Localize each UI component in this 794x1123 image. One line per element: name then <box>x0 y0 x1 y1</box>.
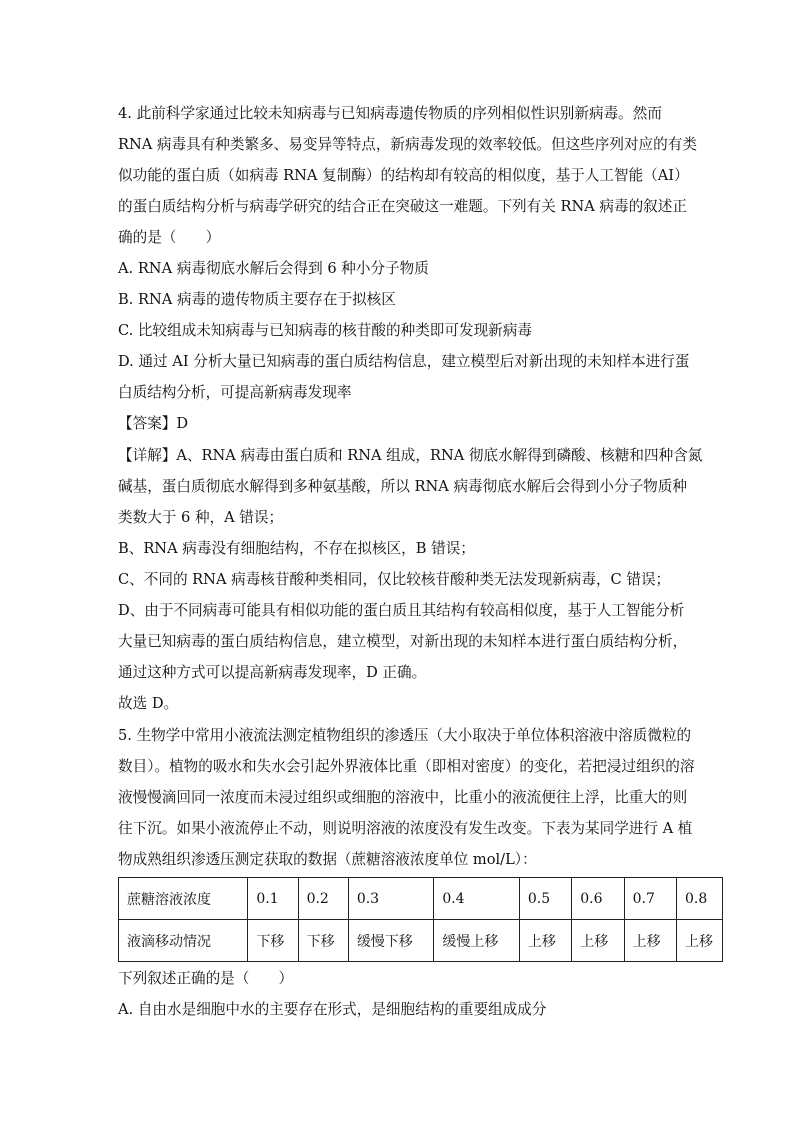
q4-stem-line: 确的是（ ） <box>118 229 221 246</box>
table-cell: 0.3 <box>348 878 434 920</box>
table-cell: 缓慢上移 <box>434 920 520 962</box>
q4-conclusion: 故选 D。 <box>118 695 179 712</box>
q4-explanation-line: 碱基，蛋白质彻底水解得到多种氨基酸，所以 RNA 病毒彻底水解后会得到小分子物质种 <box>118 478 687 495</box>
osmotic-data-table <box>118 877 723 962</box>
table-cell: 上移 <box>676 920 722 962</box>
q5-stem-line: 数目）。植物的吸水和失水会引起外界液体比重（即相对密度）的变化，若把浸过组织的溶 <box>118 758 695 775</box>
q5-stem-line: 往下沉。如果小液流停止不动，则说明溶液的浓度没有发生改变。下表为某同学进行 A 植 <box>118 820 693 837</box>
q5-stem-line: 液慢慢滴回同一浓度而未浸过组织或细胞的溶液中，比重小的液流便往上浮，比重大的则 <box>118 789 688 806</box>
q5-option-a: A. 自由水是细胞中水的主要存在形式，是细胞结构的重要组成成分 <box>118 1001 547 1018</box>
table-row <box>119 878 723 920</box>
table-row <box>119 920 723 962</box>
table-cell: 0.1 <box>248 878 298 920</box>
table-cell: 0.7 <box>624 878 676 920</box>
table-cell: 0.2 <box>298 878 348 920</box>
q5-stem-line: 物成熟组织渗透压测定获取的数据（蔗糖溶液浓度单位 mol/L）： <box>118 851 537 868</box>
table-cell: 0.5 <box>519 878 571 920</box>
q4-option-b: B. RNA 病毒的遗传物质主要存在于拟核区 <box>118 291 396 308</box>
q5-stem-line: 5. 生物学中常用小液流法测定植物组织的渗透压（大小取决于单位体积溶液中溶质微粒的 <box>118 727 692 744</box>
table-cell: 0.6 <box>572 878 624 920</box>
q4-explanation-line: 大量已知病毒的蛋白质结构信息，建立模型，对新出现的未知样本进行蛋白质结构分析， <box>118 633 688 650</box>
q4-explanation-line: C、不同的 RNA 病毒核苷酸种类相同，仅比较核苷酸种类无法发现新病毒，C 错误； <box>118 571 671 588</box>
q4-option-c: C. 比较组成未知病毒与已知病毒的核苷酸的种类即可发现新病毒 <box>118 322 532 339</box>
table-cell: 0.8 <box>676 878 722 920</box>
q5-prompt: 下列叙述正确的是（ ） <box>118 970 294 987</box>
q4-explanation-line: D、由于不同病毒可能具有相似功能的蛋白质且其结构有较高相似度，基于人工智能分析 <box>118 602 685 619</box>
table-cell: 上移 <box>572 920 624 962</box>
q4-stem-line: 4. 此前科学家通过比较未知病毒与已知病毒遗传物质的序列相似性识别新病毒。然而 <box>118 105 662 122</box>
table-cell: 上移 <box>624 920 676 962</box>
q4-explanation-line: 【详解】A、RNA 病毒由蛋白质和 RNA 组成，RNA 彻底水解得到磷酸、核糖和四种含氮 <box>118 447 703 464</box>
table-header-movement: 液滴移动情况 <box>119 920 248 962</box>
table-cell: 上移 <box>519 920 571 962</box>
table-header-concentration: 蔗糖溶液浓度 <box>119 878 248 920</box>
table-cell: 0.4 <box>434 878 520 920</box>
q4-option-a: A. RNA 病毒彻底水解后会得到 6 种小分子物质 <box>118 260 429 277</box>
q4-option-d-cont: 白质结构分析，可提高新病毒发现率 <box>118 384 352 401</box>
q4-stem-line: 的蛋白质结构分析与病毒学研究的结合正在突破这一难题。下列有关 RNA 病毒的叙述正 <box>118 198 687 215</box>
q4-explanation-line: 类数大于 6 种，A 错误； <box>118 509 284 526</box>
q4-answer: 【答案】D <box>118 415 189 432</box>
q4-option-d: D. 通过 AI 分析大量已知病毒的蛋白质结构信息，建立模型后对新出现的未知样本进行蛋 <box>118 353 690 370</box>
q4-stem-line: RNA 病毒具有种类繁多、易变异等特点，新病毒发现的效率较低。但这些序列对应的有类 <box>118 136 697 153</box>
table-cell: 下移 <box>298 920 348 962</box>
q4-stem-line: 似功能的蛋白质（如病毒 RNA 复制酶）的结构却有较高的相似度，基于人工智能（AI） <box>118 167 689 184</box>
table-cell: 缓慢下移 <box>348 920 434 962</box>
table-cell: 下移 <box>248 920 298 962</box>
q4-explanation-line: B、RNA 病毒没有细胞结构，不存在拟核区，B 错误； <box>118 540 475 557</box>
q4-explanation-line: 通过这种方式可以提高新病毒发现率，D 正确。 <box>118 664 427 681</box>
